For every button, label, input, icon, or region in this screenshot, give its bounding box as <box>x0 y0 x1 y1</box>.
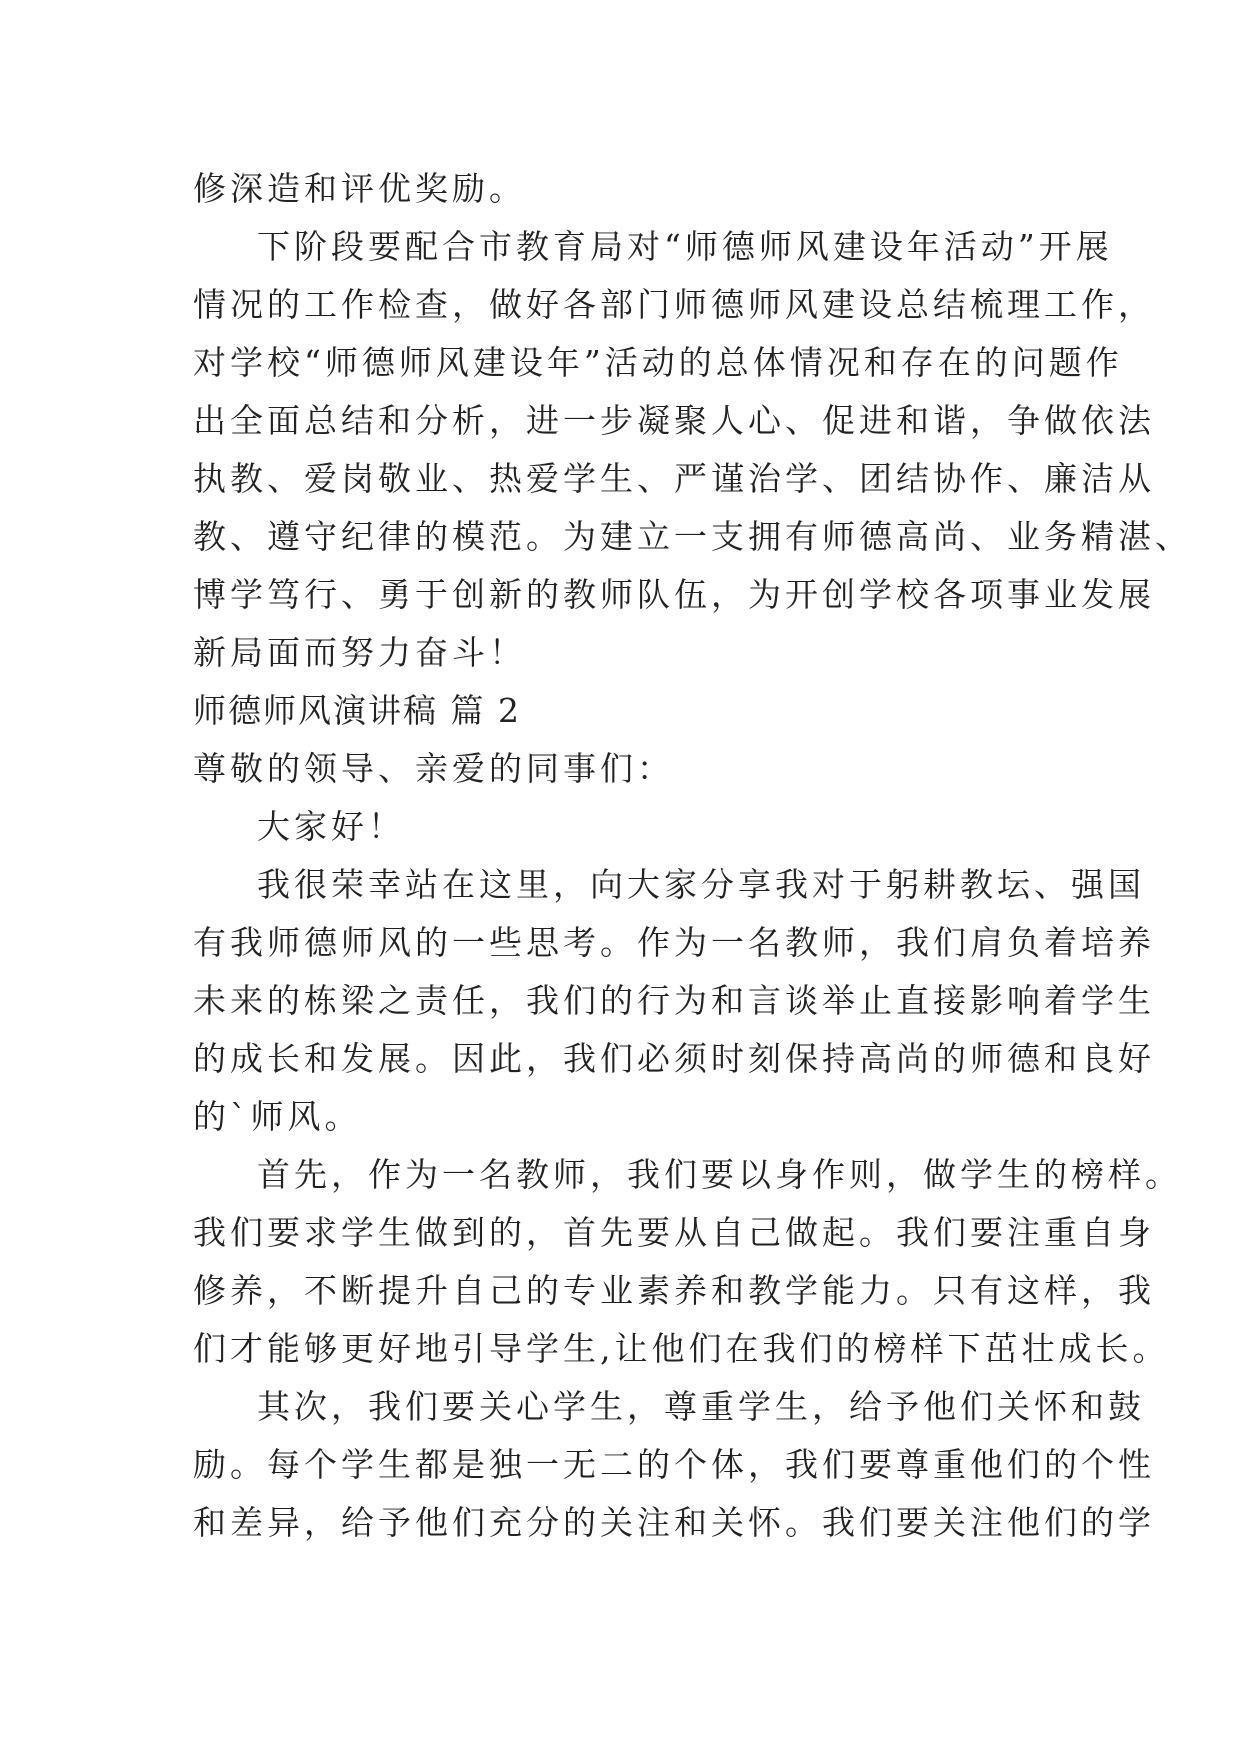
paragraph-first-line: 首先，作为一名教师，我们要以身作则，做学生的榜样。 <box>257 1155 1182 1194</box>
document-body <box>193 160 1192 1552</box>
text-line: 情况的工作检查，做好各部门师德师风建设总结梳理工作， <box>193 285 1155 324</box>
text-line: 执教、爱岗敬业、热爱学生、严谨治学、团结协作、廉洁从 <box>193 459 1155 498</box>
paragraph-first-line: 下阶段要配合市教育局对“师德师风建设年活动”开展 <box>257 227 1113 266</box>
text-line: 有我师德师风的一些思考。作为一名教师，我们肩负着培养 <box>193 923 1155 962</box>
text-line: 对学校“师德师风建设年”活动的总体情况和存在的问题作 <box>193 343 1123 382</box>
paragraph-first-line: 其次，我们要关心学生，尊重学生，给予他们关怀和鼓 <box>257 1387 1145 1426</box>
paragraph-first-line: 我很荣幸站在这里，向大家分享我对于躬耕教坛、强国 <box>257 865 1145 904</box>
text-line: 励。每个学生都是独一无二的个体，我们要尊重他们的个性 <box>193 1445 1155 1484</box>
text-line: 新局面而努力奋斗！ <box>193 633 526 672</box>
text-line: 教、遵守纪律的模范。为建立一支拥有师德高尚、业务精湛、 <box>193 517 1192 556</box>
section-heading: 师德师风演讲稿 篇 2 <box>193 691 521 730</box>
text-line: 们才能够更好地引导学生,让他们在我们的榜样下茁壮成长。 <box>193 1329 1170 1368</box>
text-line: 未来的栋梁之责任，我们的行为和言谈举止直接影响着学生 <box>193 981 1155 1020</box>
text-line: 的`师风。 <box>193 1097 362 1136</box>
text-line: 修养，不断提升自己的专业素养和教学能力。只有这样，我 <box>193 1271 1155 1310</box>
text-line: 修深造和评优奖励。 <box>193 169 526 208</box>
greeting: 大家好！ <box>257 807 405 846</box>
text-line: 和差异，给予他们充分的关注和关怀。我们要关注他们的学 <box>193 1503 1155 1542</box>
text-line: 博学笃行、勇于创新的教师队伍，为开创学校各项事业发展 <box>193 575 1155 614</box>
text-line: 我们要求学生做到的，首先要从自己做起。我们要注重自身 <box>193 1213 1155 1252</box>
salutation: 尊敬的领导、亲爱的同事们： <box>193 749 674 788</box>
text-line: 的成长和发展。因此，我们必须时刻保持高尚的师德和良好 <box>193 1039 1155 1078</box>
text-line: 出全面总结和分析，进一步凝聚人心、促进和谐，争做依法 <box>193 401 1155 440</box>
